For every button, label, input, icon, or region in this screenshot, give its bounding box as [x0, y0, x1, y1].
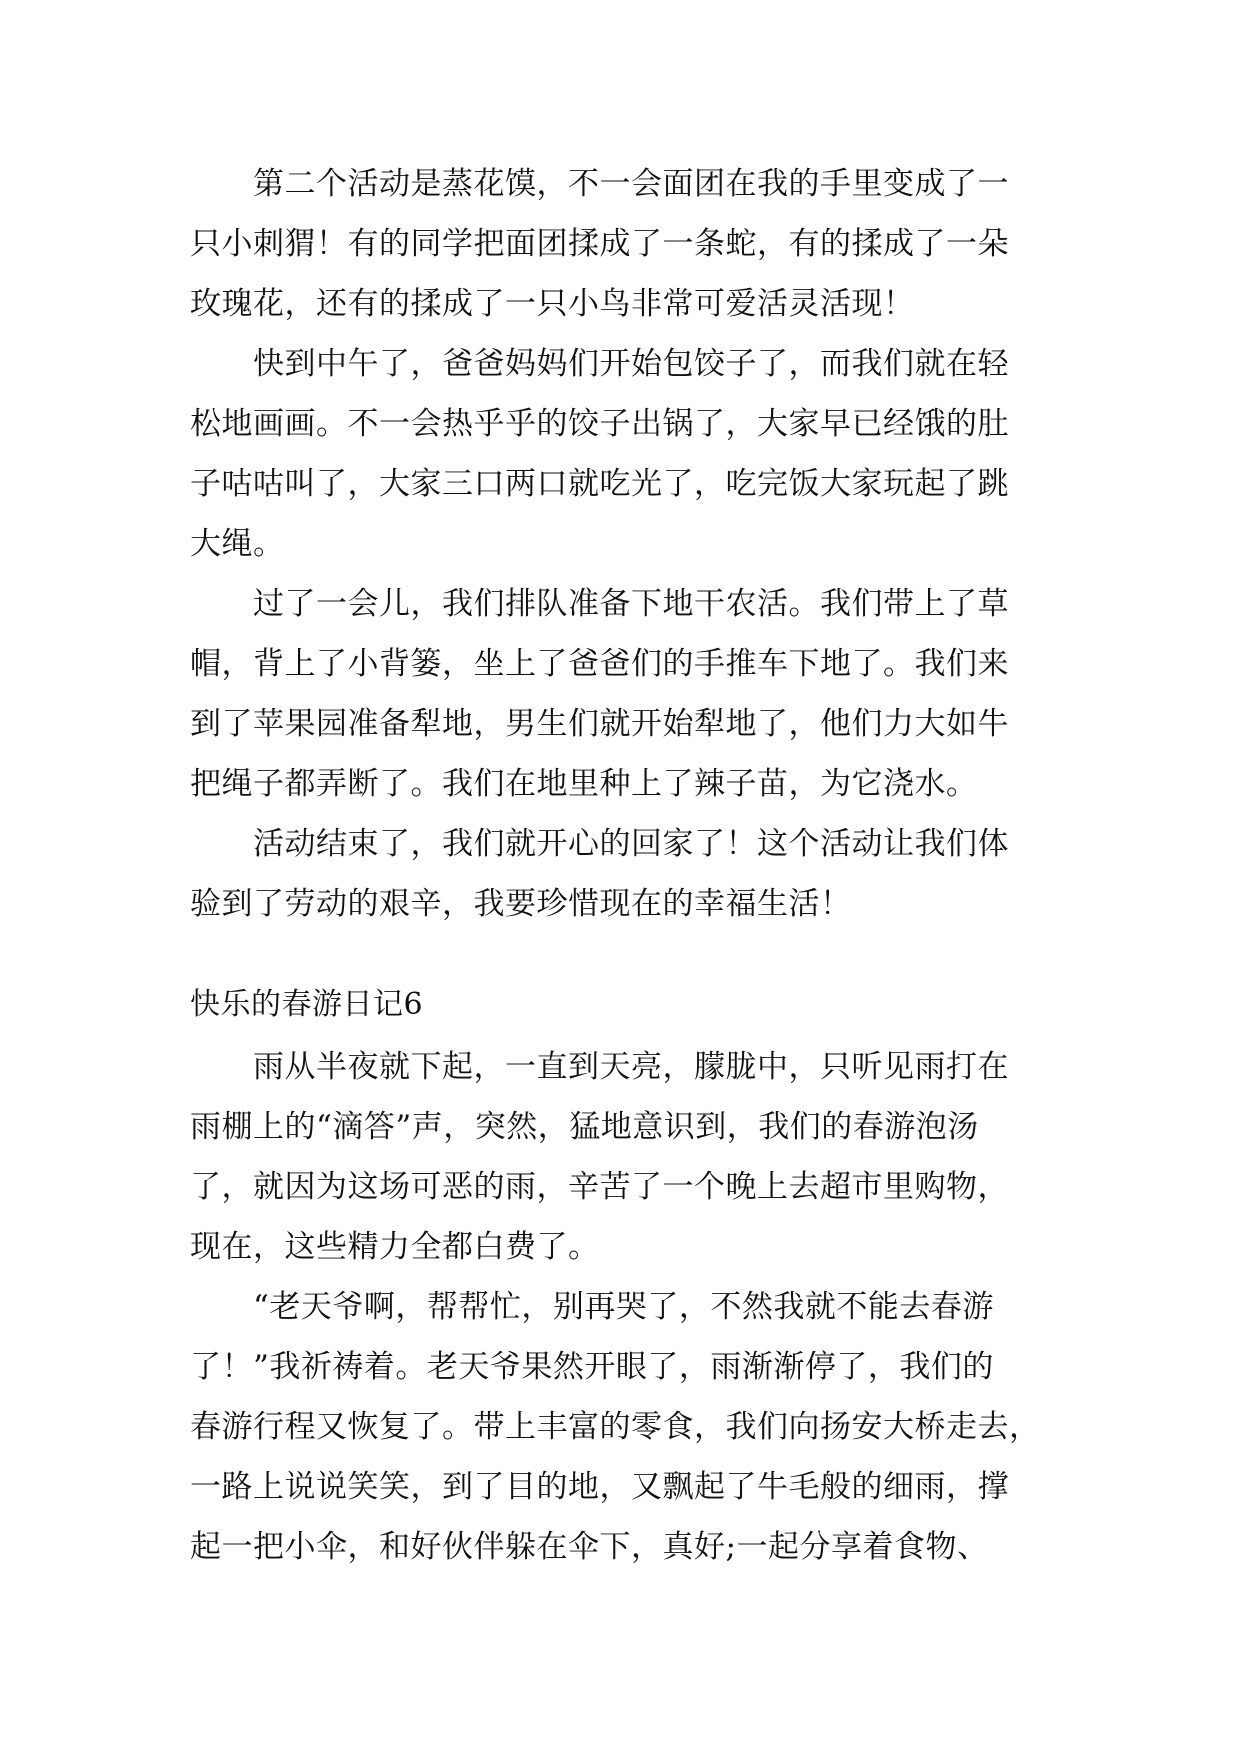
paragraph-line: 验到了劳动的艰辛，我要珍惜现在的幸福生活！	[190, 886, 852, 922]
paragraph-line: 了！”我祈祷着。老天爷果然开眼了，雨渐渐停了，我们的	[190, 1349, 994, 1385]
paragraph-line: 起一把小伞，和好伙伴躲在伞下，真好;一起分享着食物、	[190, 1529, 989, 1565]
section-title: 快乐的春游日记6	[190, 987, 424, 1022]
paragraph-line: 一路上说说笑笑，到了目的地，又飘起了牛毛般的细雨，撑	[190, 1469, 1009, 1505]
paragraph-line: 春游行程又恢复了。带上丰富的零食，我们向扬安大桥走去，	[190, 1409, 1041, 1445]
paragraph-line: 了，就因为这场可恶的雨，辛苦了一个晚上去超市里购物，	[190, 1169, 1009, 1205]
paragraph-line: 现在，这些精力全都白费了。	[190, 1229, 600, 1265]
paragraph-line: 雨从半夜就下起，一直到天亮，朦胧中，只听见雨打在	[253, 1049, 1009, 1085]
paragraph-line: 第二个活动是蒸花馍，不一会面团在我的手里变成了一	[253, 166, 1009, 202]
paragraph-line: 到了苹果园准备犁地，男生们就开始犁地了，他们力大如牛	[190, 706, 1009, 742]
paragraph-line: 把绳子都弄断了。我们在地里种上了辣子苗，为它浇水。	[190, 766, 978, 802]
paragraph-line: 子咕咕叫了，大家三口两口就吃光了，吃完饭大家玩起了跳	[190, 466, 1009, 502]
paragraph-line: 只小刺猬！有的同学把面团揉成了一条蛇，有的揉成了一朵	[190, 226, 1009, 262]
paragraph-line: 玫瑰花，还有的揉成了一只小鸟非常可爱活灵活现！	[190, 286, 915, 322]
paragraph-line: 帽，背上了小背篓，坐上了爸爸们的手推车下地了。我们来	[190, 646, 1009, 682]
paragraph-line: “老天爷啊，帮帮忙，别再哭了，不然我就不能去春游	[253, 1289, 994, 1325]
paragraph-line: 活动结束了，我们就开心的回家了！这个活动让我们体	[253, 826, 1009, 862]
paragraph-line: 过了一会儿，我们排队准备下地干农活。我们带上了草	[253, 586, 1009, 622]
paragraph-line: 大绳。	[190, 526, 285, 562]
paragraph-line: 快到中午了，爸爸妈妈们开始包饺子了，而我们就在轻	[253, 346, 1009, 382]
paragraph-line: 雨棚上的“滴答”声，突然，猛地意识到，我们的春游泡汤	[190, 1109, 979, 1145]
paragraph-line: 松地画画。不一会热乎乎的饺子出锅了，大家早已经饿的肚	[190, 406, 1009, 442]
